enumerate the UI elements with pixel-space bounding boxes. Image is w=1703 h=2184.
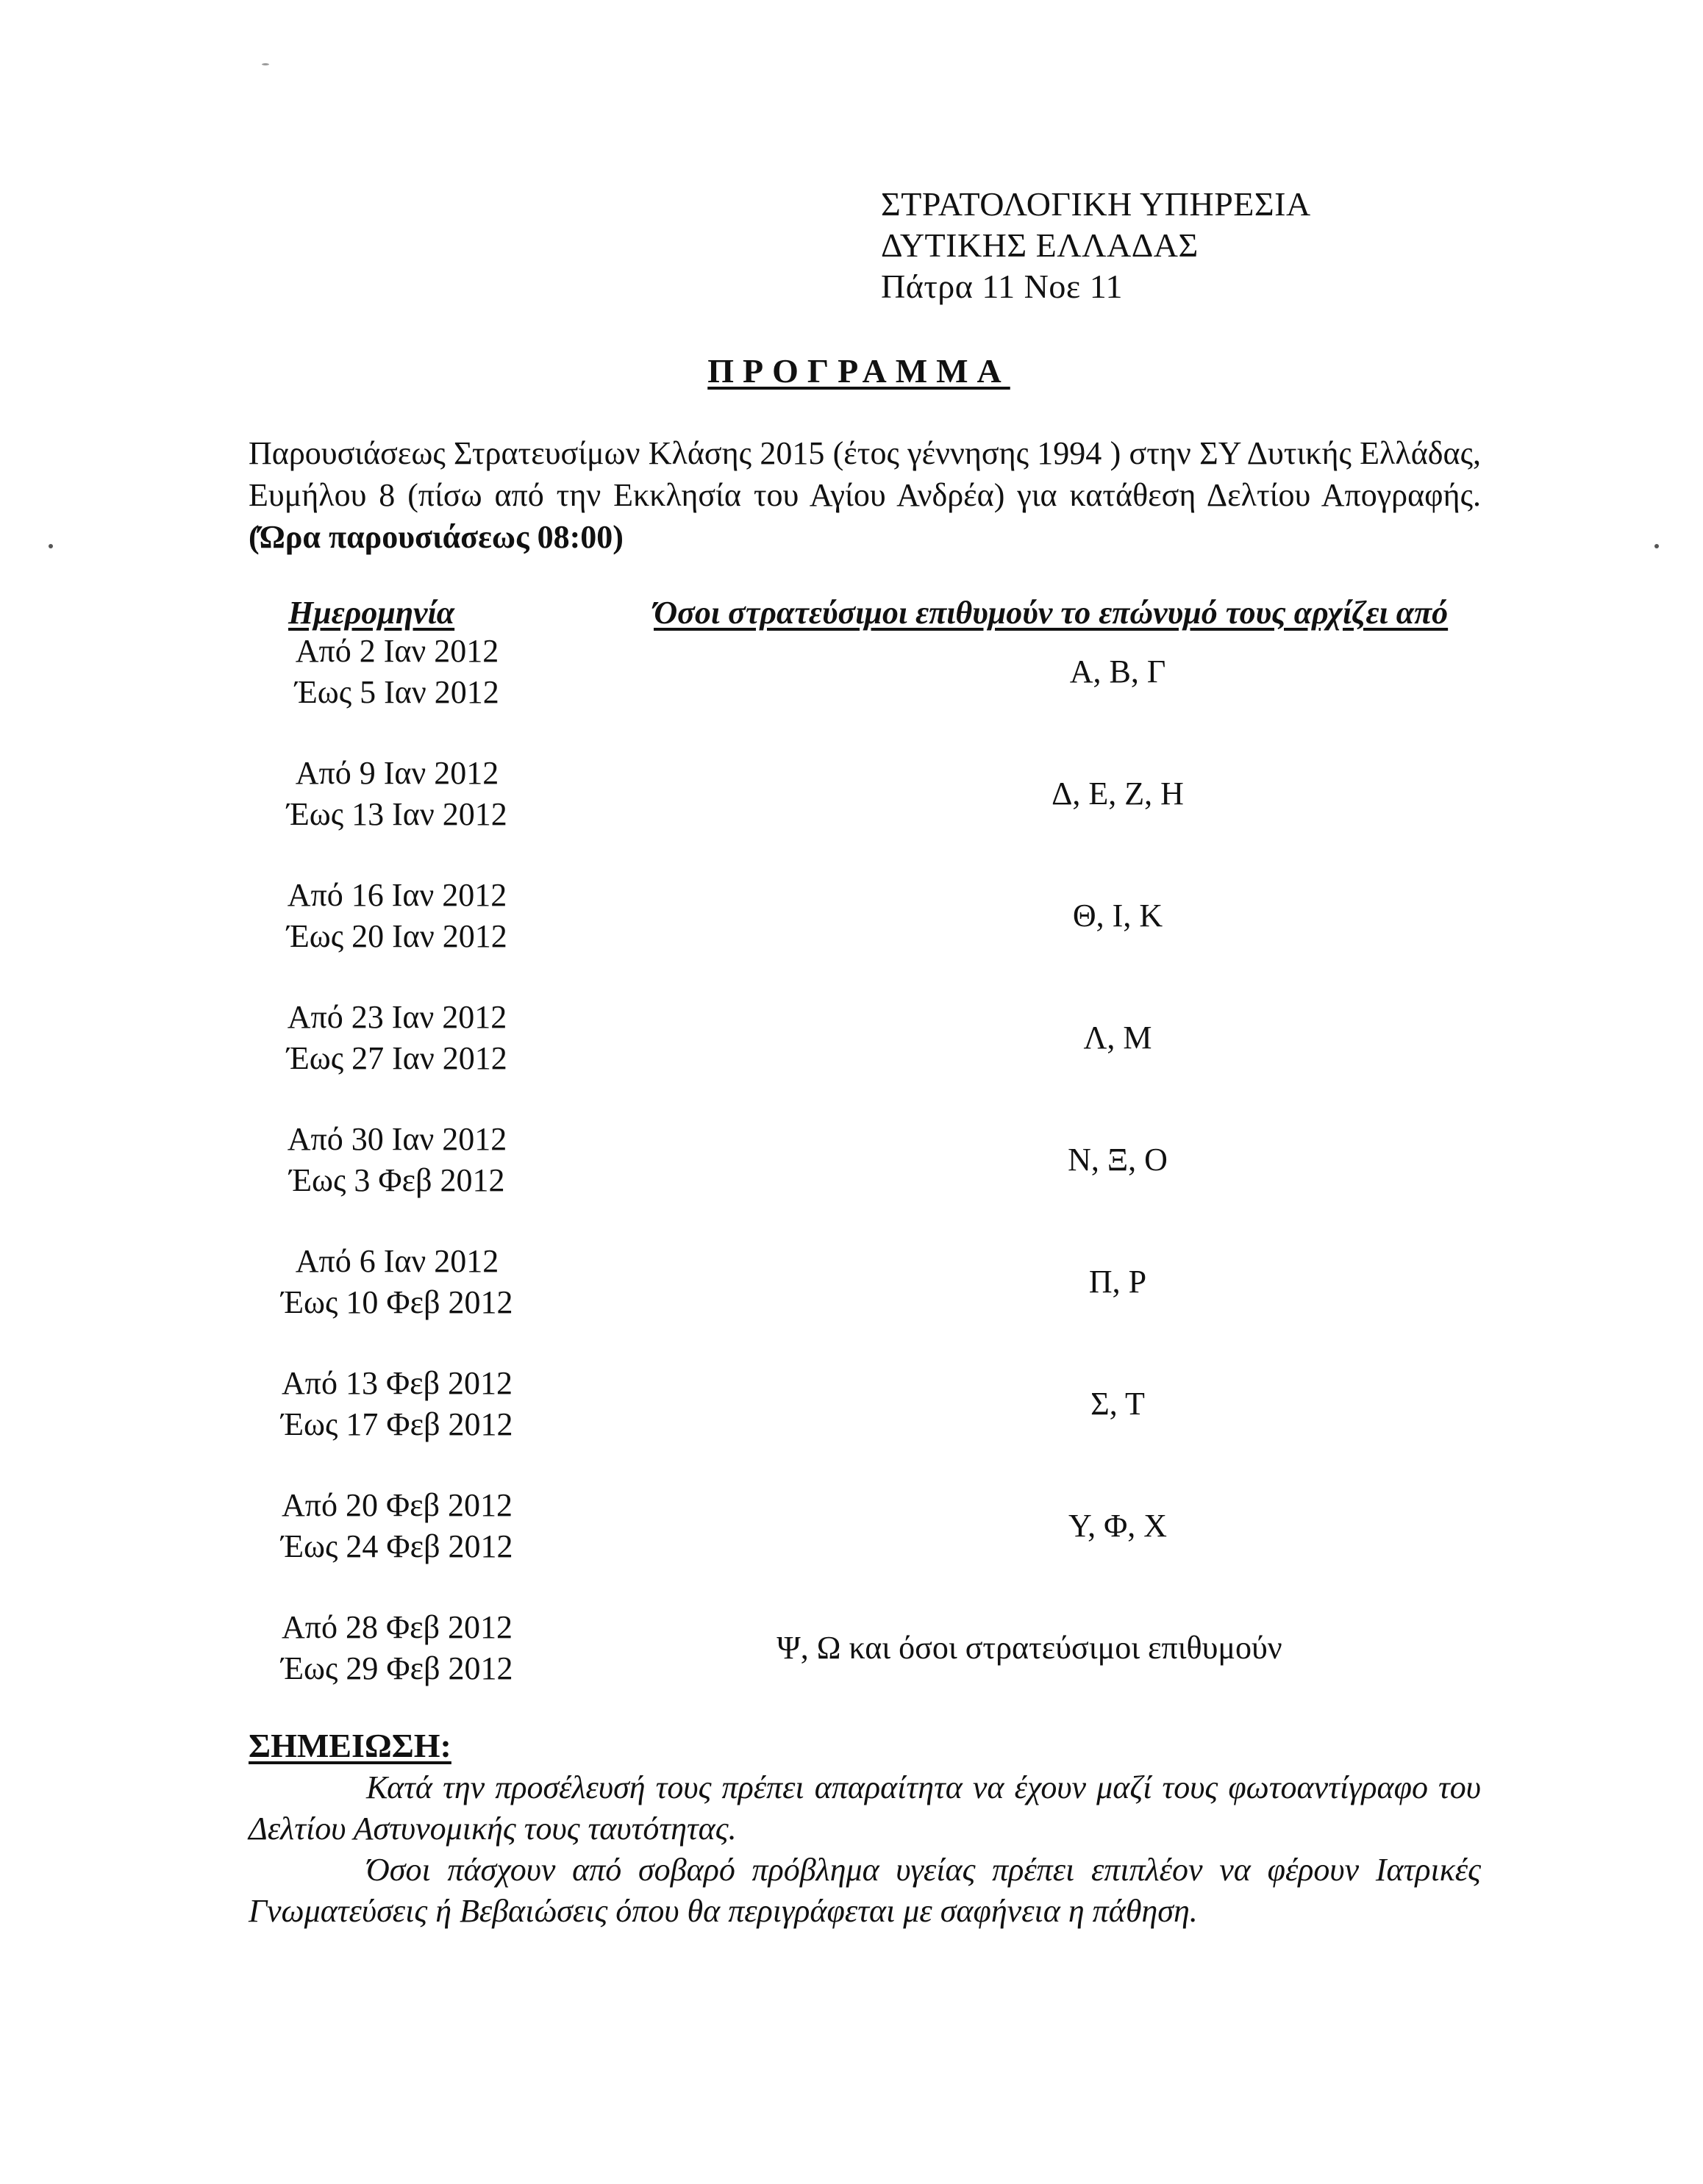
scan-speck [49, 544, 53, 548]
scan-speck [262, 63, 269, 65]
date-to: Έως 29 Φεβ 2012 [281, 1650, 513, 1686]
table-row [0, 1363, 1703, 1445]
surname-letters: Π, Ρ [1088, 1264, 1147, 1300]
date-range [243, 1119, 551, 1201]
date-to: Έως 3 Φεβ 2012 [289, 1162, 505, 1198]
date-from: Από 16 Ιαν 2012 [287, 877, 507, 913]
note-paragraph-1: Κατά την προσέλευσή τους πρέπει απαραίτητα να έχουν μαζί τους φωτοαντίγραφο του Δελτίου Αστυνομικής τους ταυτότητας. [249, 1769, 1481, 1847]
date-range [243, 631, 551, 713]
date-range [243, 997, 551, 1079]
date-to: Έως 20 Ιαν 2012 [287, 918, 507, 954]
intro-text: Παρουσιάσεως Στρατευσίμων Κλάσης 2015 (έτος γέννησης 1994 ) στην ΣΥ Δυτικής Ελλάδας, Ευμήλου 8 (πίσω από την Εκκλησία του Αγίου Ανδρέα) για κατάθεση Δελτίου Απογραφής. [249, 435, 1481, 513]
surname-letters: Δ, Ε, Ζ, Η [1052, 776, 1184, 812]
date-to: Έως 17 Φεβ 2012 [281, 1406, 513, 1442]
date-from: Από 23 Ιαν 2012 [287, 999, 507, 1035]
column-header-date: Ημερομηνία [288, 595, 455, 631]
column-header-surnames: Όσοι στρατεύσιμοι επιθυμούν το επώνυμό τους αρχίζει από [654, 595, 1449, 631]
document-title: ΠΡΟΓΡΑΜΜΑ [707, 352, 1010, 390]
date-range [243, 875, 551, 957]
date-from: Από 30 Ιαν 2012 [287, 1121, 507, 1157]
scan-speck [1654, 544, 1659, 548]
surname-letters: Ψ, Ω και όσοι στρατεύσιμοι επιθυμούν [776, 1630, 1282, 1666]
date-range [243, 1241, 551, 1323]
table-row [0, 631, 1703, 713]
table-row [0, 1119, 1703, 1201]
issuer-line-1: ΣΤΡΑΤΟΛΟΓΙΚΗ ΥΠΗΡΕΣΙΑ [881, 185, 1311, 223]
issuer-line-2: ΔΥΤΙΚΗΣ ΕΛΛΑΔΑΣ [881, 226, 1199, 264]
date-to: Έως 13 Ιαν 2012 [287, 796, 507, 832]
note-title: ΣΗΜΕΙΩΣΗ: [249, 1727, 451, 1764]
note-paragraph-2: Όσοι πάσχουν από σοβαρό πρόβλημα υγείας πρέπει επιπλέον να φέρουν Ιατρικές Γνωματεύσεις ή Βεβαιώσεις όπου θα περιγράφεται με σαφήνεια η πάθηση. [249, 1852, 1481, 1929]
date-to: Έως 5 Ιαν 2012 [295, 674, 499, 710]
date-from: Από 13 Φεβ 2012 [281, 1365, 513, 1401]
surname-letters: Α, Β, Γ [1069, 654, 1166, 690]
date-from: Από 28 Φεβ 2012 [281, 1609, 513, 1645]
surname-letters: Υ, Φ, Χ [1068, 1508, 1168, 1544]
issuer-header [881, 184, 1311, 307]
table-row [0, 997, 1703, 1079]
date-to: Έως 24 Φεβ 2012 [281, 1528, 513, 1564]
surname-letters: Λ, Μ [1083, 1020, 1152, 1056]
intro-paragraph [249, 432, 1481, 558]
date-range [243, 1363, 551, 1445]
surname-letters: Θ, Ι, Κ [1072, 898, 1163, 934]
date-range [243, 1607, 551, 1689]
table-row [0, 1241, 1703, 1323]
intro-time: (Ώρα παρουσιάσεως 08:00) [249, 519, 624, 555]
date-from: Από 20 Φεβ 2012 [281, 1487, 513, 1523]
date-range [243, 753, 551, 835]
table-row [0, 753, 1703, 835]
date-from: Από 6 Ιαν 2012 [295, 1243, 499, 1279]
date-range [243, 1485, 551, 1567]
note-body [249, 1767, 1481, 1932]
issuer-date: Πάτρα 11 Νοε 11 [881, 268, 1123, 305]
date-to: Έως 10 Φεβ 2012 [281, 1284, 513, 1320]
date-from: Από 9 Ιαν 2012 [295, 755, 499, 791]
surname-letters: Σ, Τ [1090, 1386, 1145, 1422]
table-row [0, 875, 1703, 957]
surname-letters: Ν, Ξ, Ο [1068, 1142, 1168, 1178]
table-row [0, 1607, 1703, 1689]
date-to: Έως 27 Ιαν 2012 [287, 1040, 507, 1076]
date-from: Από 2 Ιαν 2012 [295, 633, 499, 669]
table-row [0, 1485, 1703, 1567]
